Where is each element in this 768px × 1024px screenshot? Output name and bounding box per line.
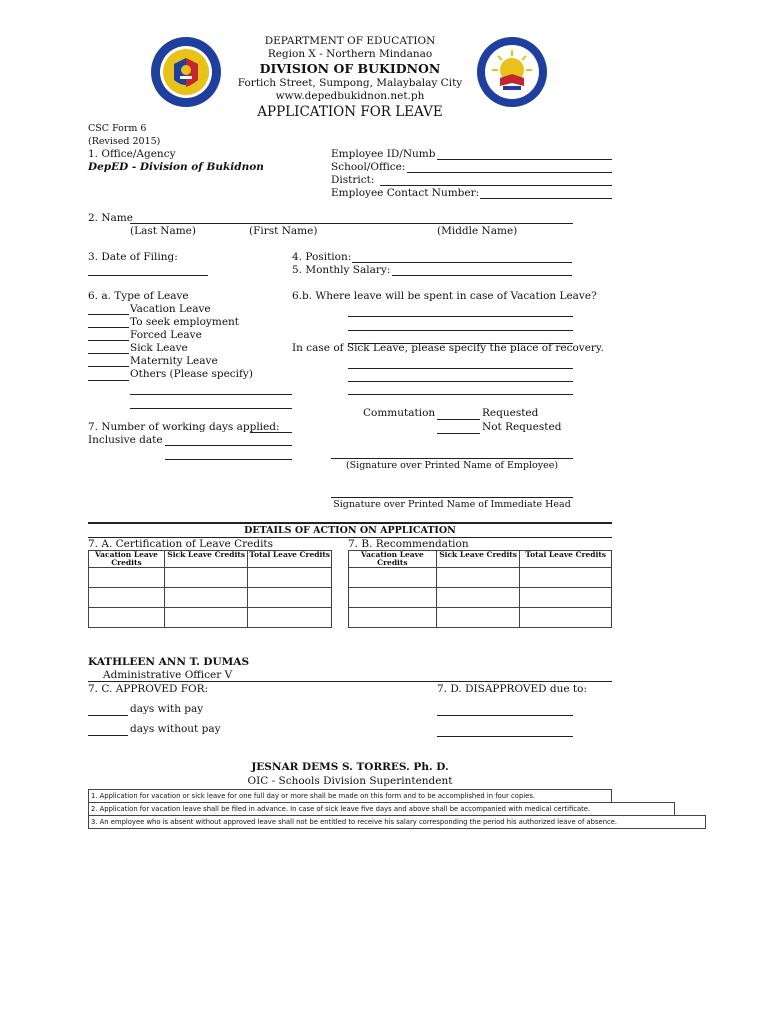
region-name: Region X - Northern Mindanao	[267, 48, 433, 60]
table-row	[349, 608, 612, 628]
inclusive-date-label: Inclusive date	[88, 434, 163, 446]
vacation-location-field-1[interactable]	[348, 316, 573, 317]
division-website: www.depedbukidnon.net.ph	[275, 90, 425, 102]
contact-field[interactable]	[480, 198, 612, 199]
vacation-location-field-2[interactable]	[348, 330, 573, 331]
vacation-location-heading: 6.b. Where leave will be spent in case of Vacation Leave?	[292, 290, 597, 302]
employee-id-field[interactable]	[437, 159, 612, 160]
requested-label: Requested	[482, 407, 539, 419]
action-divider	[88, 522, 612, 524]
school-field[interactable]	[407, 172, 612, 173]
action-heading: DETAILS OF ACTION ON APPLICATION	[244, 525, 456, 536]
division-seal-logo	[476, 36, 548, 108]
office-value: DepED - Division of Bukidnon	[88, 161, 264, 173]
table-row	[89, 588, 332, 608]
district-label: District:	[331, 174, 375, 186]
vacation-leave-check[interactable]	[88, 314, 129, 315]
reco-col-total: Total Leave Credits	[520, 551, 612, 568]
working-days-field[interactable]	[250, 432, 292, 433]
note-3: 3. An employee who is absent without approved leave shall not be entitled to receive his salary corresponding the period his authorized leave of absence.	[88, 815, 706, 829]
disapproved-reason-field-1[interactable]	[437, 715, 573, 716]
middle-name-caption: (Middle Name)	[437, 225, 518, 237]
officer-title: Administrative Officer V	[103, 669, 233, 681]
cert-col-vacation: Vacation Leave Credits	[89, 551, 165, 568]
certification-label: 7. A. Certification of Leave Credits	[88, 538, 274, 550]
reco-col-vacation: Vacation Leave Credits	[349, 551, 437, 568]
csc-form-label: CSC Form 6	[88, 123, 147, 134]
division-address: Fortich Street, Sumpong, Malaybalay City	[237, 77, 463, 89]
days-with-pay-field[interactable]	[88, 715, 128, 716]
sick-location-field-1[interactable]	[348, 368, 573, 369]
days-without-pay-label: days without pay	[130, 723, 221, 735]
date-filing-field[interactable]	[88, 275, 208, 276]
forced-leave-check[interactable]	[88, 340, 129, 341]
certification-table	[88, 550, 332, 628]
approved-label: 7. C. APPROVED FOR:	[88, 683, 209, 695]
leave-option-forced: Forced Leave	[130, 329, 202, 341]
disapproved-reason-field-2[interactable]	[437, 736, 573, 737]
table-row	[349, 568, 612, 588]
commutation-label: Commutation	[363, 407, 436, 419]
head-signature-line[interactable]	[331, 497, 573, 498]
recommendation-label: 7. B. Recommendation	[348, 538, 469, 550]
others-leave-check[interactable]	[88, 380, 129, 381]
leave-type-heading: 6. a. Type of Leave	[88, 290, 189, 302]
head-signature-caption: Signature over Printed Name of Immediate Head	[333, 499, 571, 510]
position-field[interactable]	[352, 262, 572, 263]
officer-divider	[88, 681, 612, 682]
note-1: 1. Application for vacation or sick leave for one full day or more shall be made on this form and to be accomplished in four copies.	[88, 789, 612, 803]
superintendent-title: OIC - Schools Division Superintendent	[247, 775, 453, 787]
sick-location-heading: In case of Sick Leave, please specify the place of recovery.	[292, 342, 604, 354]
last-name-caption: (Last Name)	[130, 225, 196, 237]
cert-col-sick: Sick Leave Credits	[164, 551, 248, 568]
seek-employment-check[interactable]	[88, 327, 129, 328]
position-label: 4. Position:	[292, 251, 352, 263]
office-label: 1. Office/Agency	[88, 148, 176, 160]
name-field[interactable]	[130, 223, 573, 224]
cert-col-total: Total Leave Credits	[248, 551, 332, 568]
revised-label: (Revised 2015)	[88, 136, 161, 147]
officer-name: KATHLEEN ANN T. DUMAS	[88, 656, 250, 668]
name-label: 2. Name	[88, 212, 133, 224]
dept-name: DEPARTMENT OF EDUCATION	[264, 35, 436, 47]
table-row	[89, 608, 332, 628]
table-row	[89, 568, 332, 588]
date-filing-label: 3. Date of Filing:	[88, 251, 178, 263]
leave-option-sick: Sick Leave	[130, 342, 188, 354]
leave-option-maternity: Maternity Leave	[130, 355, 218, 367]
contact-label: Employee Contact Number:	[331, 187, 480, 199]
others-specify-field-1[interactable]	[130, 394, 292, 395]
sick-location-field-2[interactable]	[348, 381, 573, 382]
leave-option-others: Others (Please specify)	[130, 368, 253, 380]
leave-option-seek-employment: To seek employment	[130, 316, 240, 328]
inclusive-date-field-1[interactable]	[165, 445, 292, 446]
disapproved-label: 7. D. DISAPPROVED due to:	[437, 683, 587, 695]
employee-id-label: Employee ID/Numb	[331, 148, 436, 160]
working-days-label: 7. Number of working days applied:	[88, 421, 280, 433]
district-field[interactable]	[380, 185, 612, 186]
leave-option-vacation: Vacation Leave	[130, 303, 211, 315]
superintendent-name: JESNAR DEMS S. TORRES. Ph. D.	[251, 761, 449, 773]
school-label: School/Office:	[331, 161, 406, 173]
note-2: 2. Application for vacation leave shall be filed in advance. In case of sick leave five days and above shall be accompanied with medical certificate.	[88, 802, 675, 816]
days-without-pay-field[interactable]	[88, 735, 128, 736]
days-with-pay-label: days with pay	[130, 703, 204, 715]
division-name: DIVISION OF BUKIDNON	[259, 61, 441, 76]
reco-col-sick: Sick Leave Credits	[436, 551, 520, 568]
not-requested-label: Not Requested	[482, 421, 562, 433]
deped-seal-logo	[150, 36, 222, 108]
form-title: APPLICATION FOR LEAVE	[257, 104, 443, 120]
first-name-caption: (First Name)	[249, 225, 318, 237]
recommendation-table	[348, 550, 612, 628]
employee-signature-line[interactable]	[331, 458, 573, 459]
inclusive-date-field-2[interactable]	[165, 459, 292, 460]
maternity-leave-check[interactable]	[88, 366, 129, 367]
sick-leave-check[interactable]	[88, 353, 129, 354]
requested-check[interactable]	[437, 419, 480, 420]
sick-location-field-3[interactable]	[348, 394, 573, 395]
table-row	[349, 588, 612, 608]
employee-signature-caption: (Signature over Printed Name of Employee)	[345, 460, 559, 471]
salary-label: 5. Monthly Salary:	[292, 264, 391, 276]
others-specify-field-2[interactable]	[130, 408, 292, 409]
salary-field[interactable]	[392, 275, 572, 276]
not-requested-check[interactable]	[437, 433, 480, 434]
